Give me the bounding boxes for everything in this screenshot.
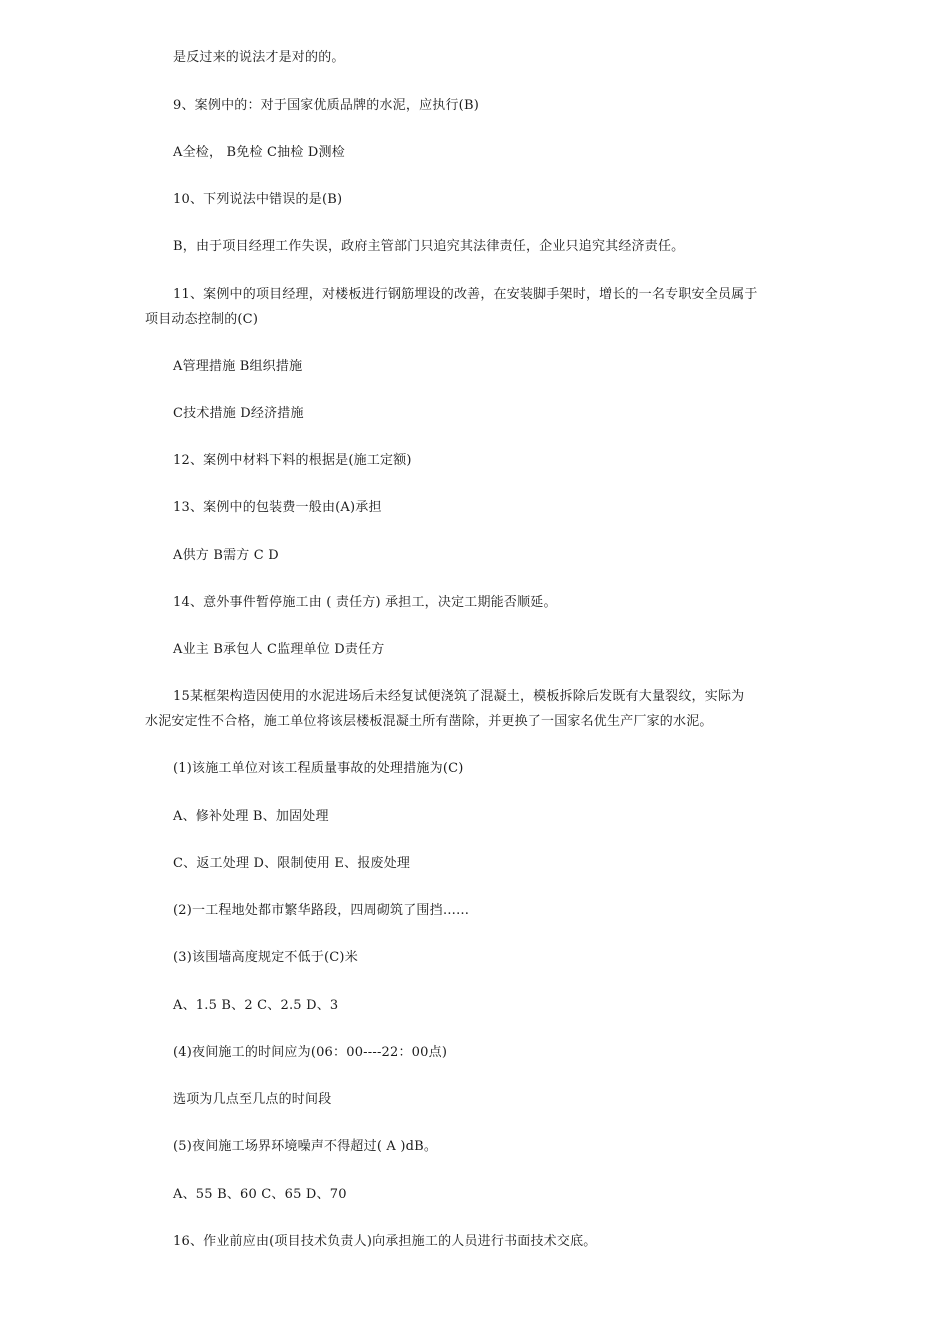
question-15: 15某框架构造因使用的水泥进场后未经复试便浇筑了混凝土，模板拆除后发既有大量裂纹，实际为 bbox=[173, 689, 745, 704]
question-11: 11、案例中的项目经理，对楼板进行钢筋埋设的改善，在安装脚手架时，增长的一名专职安全员属于 bbox=[173, 287, 758, 302]
subquestion-4: (4)夜间施工的时间应为(06：00----22：00点) bbox=[173, 1045, 448, 1060]
question-16: 16、作业前应由(项目技术负责人)向承担施工的人员进行书面技术交底。 bbox=[173, 1234, 597, 1249]
question-14: 14、意外事件暂停施工由 ( 责任方) 承担工，决定工期能否顺延。 bbox=[173, 595, 557, 610]
question-11-continued: 项目动态控制的(C) bbox=[145, 312, 259, 327]
subquestion-2: (2)一工程地处都市繁华路段，四周砌筑了围挡…… bbox=[173, 903, 470, 918]
question-14-options: A业主 B承包人 C监理单位 D责任方 bbox=[173, 642, 385, 657]
question-9: 9、案例中的：对于国家优质品牌的水泥，应执行(B) bbox=[173, 98, 479, 113]
subquestion-5: (5)夜间施工场界环境噪声不得超过( A )dB。 bbox=[173, 1139, 438, 1154]
subquestion-1-options-2: C、返工处理 D、限制使用 E、报废处理 bbox=[173, 856, 411, 871]
question-13: 13、案例中的包装费一般由(A)承担 bbox=[173, 500, 382, 515]
subquestion-3-options: A、1.5 B、2 C、2.5 D、3 bbox=[173, 998, 339, 1013]
question-10: 10、下列说法中错误的是(B) bbox=[173, 192, 343, 207]
question-10-answer: B，由于项目经理工作失误，政府主管部门只追究其法律责任，企业只追究其经济责任。 bbox=[173, 239, 685, 254]
subquestion-5-options: A、55 B、60 C、65 D、70 bbox=[173, 1187, 347, 1202]
subquestion-3: (3)该围墙高度规定不低于(C)米 bbox=[173, 950, 358, 965]
text-line: 是反过来的说法才是对的的。 bbox=[173, 50, 345, 65]
question-13-options: A供方 B需方 C D bbox=[173, 548, 279, 563]
subquestion-1: (1)该施工单位对该工程质量事故的处理措施为(C) bbox=[173, 761, 464, 776]
subquestion-1-options-1: A、修补处理 B、加固处理 bbox=[173, 809, 329, 824]
question-11-options-1: A管理措施 B组织措施 bbox=[173, 359, 303, 374]
question-11-options-2: C技术措施 D经济措施 bbox=[173, 406, 304, 421]
question-9-options: A全检， B免检 C抽检 D测检 bbox=[173, 145, 345, 160]
question-12: 12、案例中材料下料的根据是(施工定额) bbox=[173, 453, 412, 468]
subquestion-4-note: 选项为几点至几点的时间段 bbox=[173, 1092, 332, 1107]
question-15-continued: 水泥安定性不合格，施工单位将该层楼板混凝土所有凿除，并更换了一国家名优生产厂家的水泥。 bbox=[145, 714, 713, 729]
